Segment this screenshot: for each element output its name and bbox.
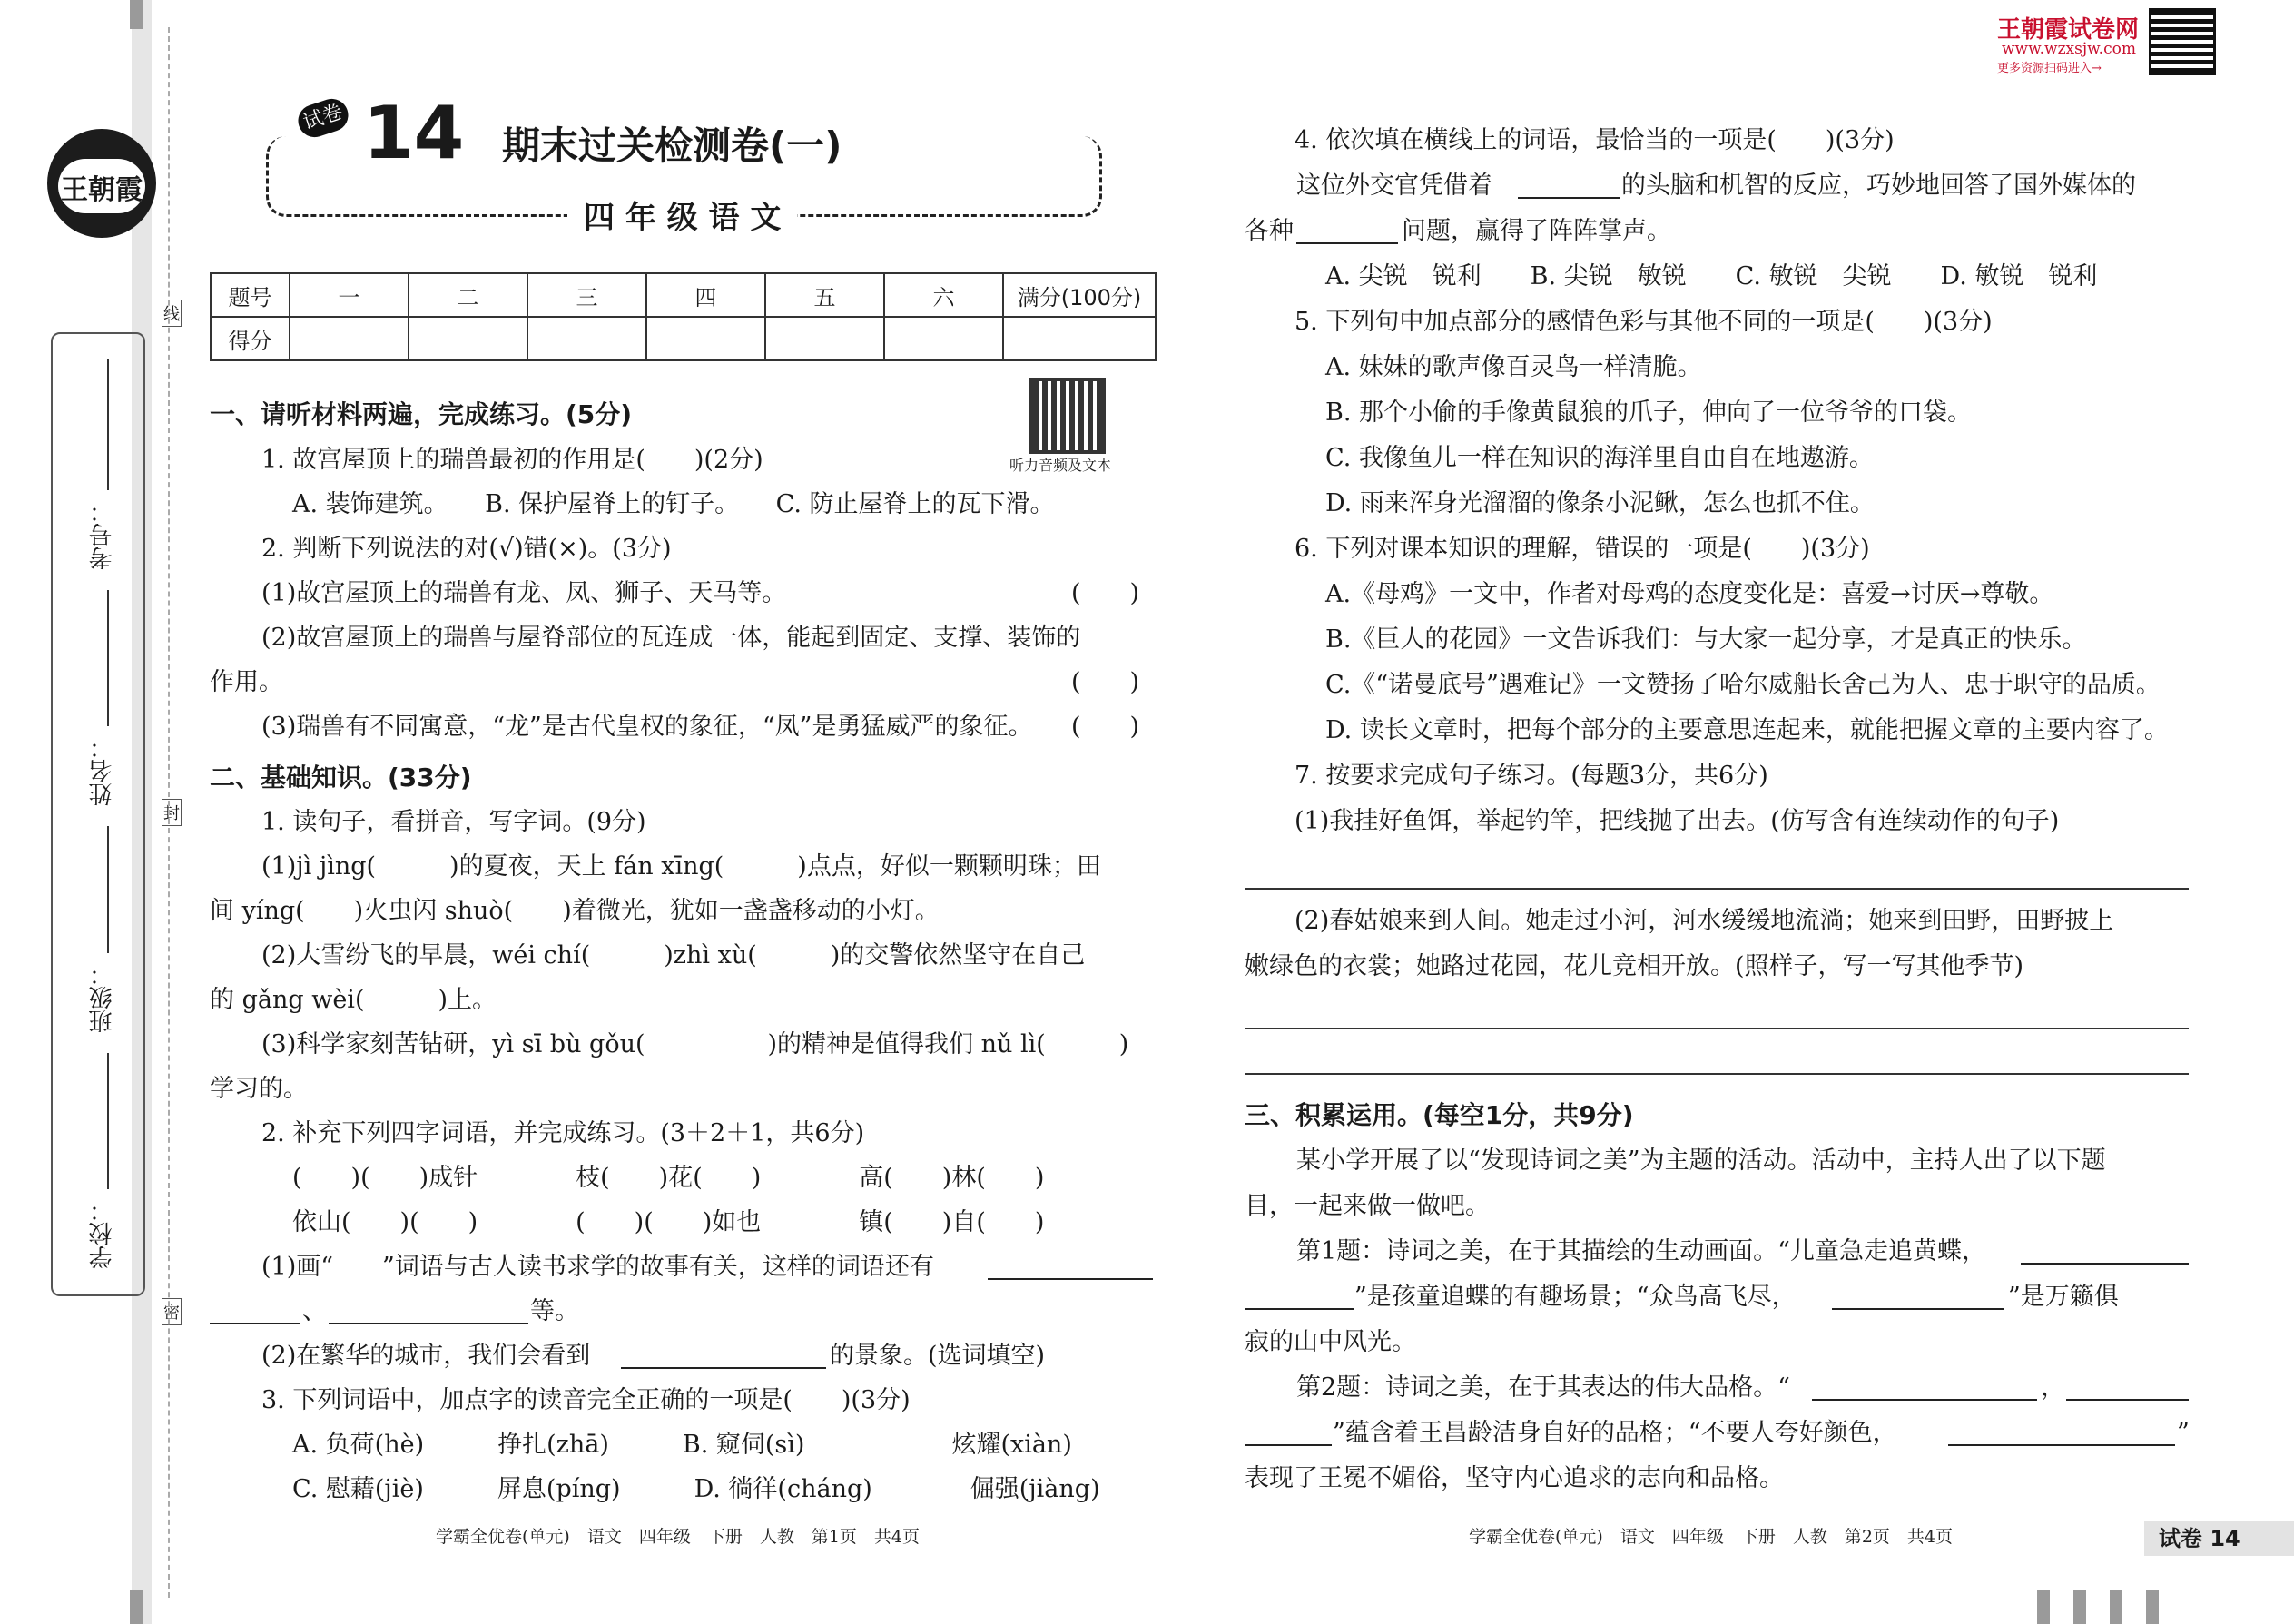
option: D. 读长文章时，把每个部分的主要意思连起来，就能把握文章的主要内容了。 (1325, 716, 2169, 744)
school-label: 学校： (89, 1198, 116, 1269)
pinyin-line: 的 gǎng wèi( )上。 (210, 986, 497, 1014)
audio-qr-caption: 听力音频及文本 (1009, 457, 1112, 474)
quote-mark: ” (2177, 1419, 2190, 1447)
statement: (3)瑞兽有不同寓意，“龙”是古代皇权的象征，“凤”是勇猛威严的象征。 (261, 713, 1033, 741)
section-2-heading: 二、基础知识。(33分) (210, 763, 472, 792)
crop-mark (2073, 1590, 2086, 1624)
option: C.《“诺曼底号”遇难记》一文赞扬了哈尔威船长舍己为人、忠于职守的品质。 (1325, 671, 2161, 699)
poem-question: 寂的山中风光。 (1245, 1328, 1416, 1356)
score-cell[interactable] (646, 317, 765, 360)
crop-mark (2110, 1590, 2122, 1624)
passage: 某小学开展了以“发现诗词之美”为主题的活动。活动中，主持人出了以下题 (1296, 1147, 2106, 1175)
answer-blank[interactable] (988, 1255, 1153, 1280)
answer-blank[interactable] (329, 1299, 528, 1324)
brand-name: 王朝霞试卷网 (1997, 16, 2140, 44)
passage: 目，一起来做一做吧。 (1245, 1192, 1490, 1220)
pinyin-line: (3)科学家刻苦钻研，yì sī bù gǒu( )的精神是值得我们 nǔ lì( ) (261, 1030, 1129, 1058)
score-header-cell: 满分(100分) (1003, 273, 1156, 317)
prompt: (1)我挂好鱼饵，举起钓竿，把线抛了出去。(仿写含有连续动作的句子) (1295, 807, 2060, 835)
brand-qr-code[interactable] (2151, 11, 2213, 73)
name-field[interactable] (107, 590, 109, 726)
answer-bracket[interactable]: ( ) (1071, 579, 1140, 607)
binding-mark-seal: 封 (162, 799, 182, 826)
answer-blank[interactable] (1832, 1284, 2004, 1310)
brand-url[interactable]: www.wzxsjw.com (2002, 40, 2136, 58)
answer-blank[interactable] (1812, 1375, 2037, 1401)
statement: 的景象。(选词填空) (830, 1342, 1046, 1370)
name-label: 姓名： (89, 735, 116, 806)
question: 1. 故宫屋顶上的瑞兽最初的作用是( )(2分) (261, 446, 763, 474)
answer-blank[interactable] (2066, 1375, 2189, 1401)
crop-mark (2037, 1590, 2050, 1624)
student-info-box (51, 332, 145, 1296)
poem-question: ”蕴含着王昌龄洁身自好的品格；“不要人夸好颜色， (1333, 1419, 1897, 1447)
question: 4. 依次填在横线上的词语，最恰当的一项是( )(3分) (1295, 126, 1895, 154)
passage: 表现了王冕不媚俗，坚守内心追求的志向和品格。 (1245, 1464, 1784, 1492)
answer-blank[interactable] (621, 1343, 826, 1369)
pinyin-line: 间 yíng( )火虫闪 shuò( )着微光，犹如一盏盏移动的小灯。 (210, 897, 940, 925)
crop-mark (2146, 1590, 2159, 1624)
statement: (1)故宫屋顶上的瑞兽有龙、凤、狮子、天马等。 (261, 579, 787, 607)
score-header-cell: 一 (290, 273, 409, 317)
poem-question: ”是万籁俱 (2008, 1283, 2119, 1311)
score-header-cell: 题号 (211, 273, 290, 317)
top-left-tab (130, 0, 143, 29)
poem-question: 第1题：诗词之美，在于其描绘的生动画面。“儿童急走追黄蝶， (1296, 1237, 1986, 1265)
class-label: 班级： (89, 962, 116, 1033)
exam-number-label: 考号： (89, 499, 116, 570)
score-table (210, 272, 1157, 361)
prompt: (2)春姑娘来到人间。她走过小河，河水缓缓地流淌；她来到田野，田野披上 (1295, 907, 2114, 935)
statement: (1)画“ ”词语与古人读书求学的故事有关，这样的词语还有 (261, 1253, 934, 1281)
pinyin-line: 学习的。 (210, 1075, 308, 1103)
answer-blank[interactable] (1518, 173, 1620, 199)
binding-mark-line: 线 (162, 300, 182, 327)
option: A. 妹妹的歌声像百灵鸟一样清脆。 (1325, 353, 1702, 381)
answer-blank[interactable] (1245, 1284, 1354, 1310)
bottom-left-tab (130, 1590, 143, 1624)
score-header-cell: 三 (527, 273, 646, 317)
options: A. 装饰建筑。 B. 保护屋脊上的钉子。 C. 防止屋脊上的瓦下滑。 (292, 490, 1055, 518)
question: 2. 补充下列四字词语，并完成练习。(3＋2＋1，共6分) (261, 1119, 865, 1147)
options: A. 尖锐 锐利 B. 尖锐 敏锐 C. 敏锐 尖锐 D. 敏锐 锐利 (1325, 262, 2098, 290)
answer-line[interactable] (1245, 1028, 2189, 1029)
option: A.《母鸡》一文中，作者对母鸡的态度变化是：喜爱→讨厌→尊敬。 (1325, 580, 2054, 608)
exam-badge: 试卷 (294, 94, 352, 142)
school-field[interactable] (107, 1053, 109, 1189)
page-tag: 试卷 14 (2144, 1521, 2294, 1556)
binding-dash-line (168, 27, 170, 1598)
answer-bracket[interactable]: ( ) (1071, 668, 1140, 696)
statement: (2)在繁华的城市，我们会看到 (261, 1342, 591, 1370)
question: 6. 下列对课本知识的理解，错误的一项是( )(3分) (1295, 535, 1870, 563)
answer-line[interactable] (1245, 1073, 2189, 1075)
prompt: 嫩绿色的衣裳；她路过花园，花儿竞相开放。(照样子，写一写其他季节) (1245, 952, 2024, 980)
section-1-heading: 一、请听材料两遍，完成练习。(5分) (210, 399, 633, 429)
statement: 作用。 (210, 668, 283, 696)
statement: (2)故宫屋顶上的瑞兽与屋脊部位的瓦连成一体，能起到固定、支撑、装饰的 (261, 624, 1081, 652)
pinyin-line: (2)大雪纷飞的早晨，wéi chí( )zhì xù( )的交警依然坚守在自己 (261, 941, 1086, 969)
question: 2. 判断下列说法的对(√)错(×)。(3分) (261, 535, 672, 563)
poem-question: ”是孩童追蝶的有趣场景；“众鸟高飞尽， (1354, 1283, 1797, 1311)
answer-bracket[interactable]: ( ) (1071, 713, 1140, 741)
pinyin-line: (1)jì jìng( )的夏夜，天上 fán xīng( )点点，好似一颗颗明珠；田 (261, 852, 1101, 881)
question: 1. 读句子，看拼音，写字词。(9分) (261, 808, 646, 836)
passage: 各种 (1245, 217, 1294, 245)
options: A. 负荷(hè) 挣扎(zhā) B. 窥伺(sì) 炫耀(xiàn) (292, 1431, 1072, 1459)
idiom-row: ( )( )成针 枝( )花( ) 高( )林( ) (292, 1164, 1045, 1192)
exam-title: 期末过关检测卷(一) (502, 123, 842, 168)
score-cell[interactable] (290, 317, 409, 360)
answer-blank[interactable] (1245, 1421, 1332, 1446)
class-field[interactable] (107, 826, 109, 953)
score-header-cell: 四 (646, 273, 765, 317)
answer-blank[interactable] (1296, 219, 1398, 244)
option: B.《巨人的花园》一文告诉我们：与大家一起分享，才是真正的快乐。 (1325, 625, 2087, 654)
score-header-cell: 二 (409, 273, 527, 317)
passage: 这位外交官凭借着 (1296, 172, 1492, 200)
binding-mark-secret: 密 (162, 1298, 182, 1325)
options: C. 慰藉(jiè) 屏息(píng) D. 徜徉(cháng) 倔强(jiàng) (292, 1475, 1100, 1503)
comma: ， (2041, 1373, 2065, 1402)
score-header-cell: 五 (765, 273, 884, 317)
question: 7. 按要求完成句子练习。(每题3分，共6分) (1295, 762, 1768, 790)
footer-left: 学霸全优卷(单元) 语文 四年级 下册 人教 第1页 共4页 (436, 1527, 921, 1547)
question: 5. 下列句中加点部分的感情色彩与其他不同的一项是( )(3分) (1295, 308, 1993, 336)
score-row-label: 得分 (211, 317, 290, 360)
exam-subtitle: 四 年 级 语 文 (567, 192, 797, 237)
separator: 、 (302, 1297, 327, 1325)
answer-blank[interactable] (2021, 1239, 2189, 1265)
statement: 等。 (530, 1297, 579, 1325)
score-cell[interactable] (884, 317, 1003, 360)
audio-qr-code[interactable] (1033, 381, 1102, 450)
answer-blank[interactable] (1948, 1421, 2175, 1446)
passage: 的头脑和机智的反应，巧妙地回答了国外媒体的 (1621, 172, 2136, 200)
score-cell[interactable] (765, 317, 884, 360)
question: 3. 下列词语中，加点字的读音完全正确的一项是( )(3分) (261, 1386, 911, 1414)
option: D. 雨来浑身光溜溜的像条小泥鳅，怎么也抓不住。 (1325, 489, 1875, 517)
logo-text: 王朝霞 (61, 174, 143, 206)
answer-line[interactable] (1245, 888, 2189, 890)
exam-number-field[interactable] (107, 359, 109, 490)
exam-number: 14 (363, 91, 465, 175)
score-cell[interactable] (1003, 317, 1156, 360)
passage: 问题，赢得了阵阵掌声。 (1402, 217, 1671, 245)
score-cell[interactable] (527, 317, 646, 360)
option: B. 那个小偷的手像黄鼠狼的爪子，伸向了一位爷爷的口袋。 (1325, 399, 1973, 427)
footer-right: 学霸全优卷(单元) 语文 四年级 下册 人教 第2页 共4页 (1469, 1527, 1954, 1547)
score-header-cell: 六 (884, 273, 1003, 317)
section-3-heading: 三、积累运用。(每空1分，共9分) (1245, 1100, 1634, 1130)
score-cell[interactable] (409, 317, 527, 360)
answer-blank[interactable] (210, 1299, 300, 1324)
idiom-row: 依山( )( ) ( )( )如也 镇( )自( ) (292, 1208, 1045, 1236)
poem-question: 第2题：诗词之美，在于其表达的伟大品格。“ (1296, 1373, 1790, 1402)
option: C. 我像鱼儿一样在知识的海洋里自由自在地遨游。 (1325, 444, 1874, 472)
brand-tagline: 更多资源扫码进入→ (1997, 62, 2102, 75)
